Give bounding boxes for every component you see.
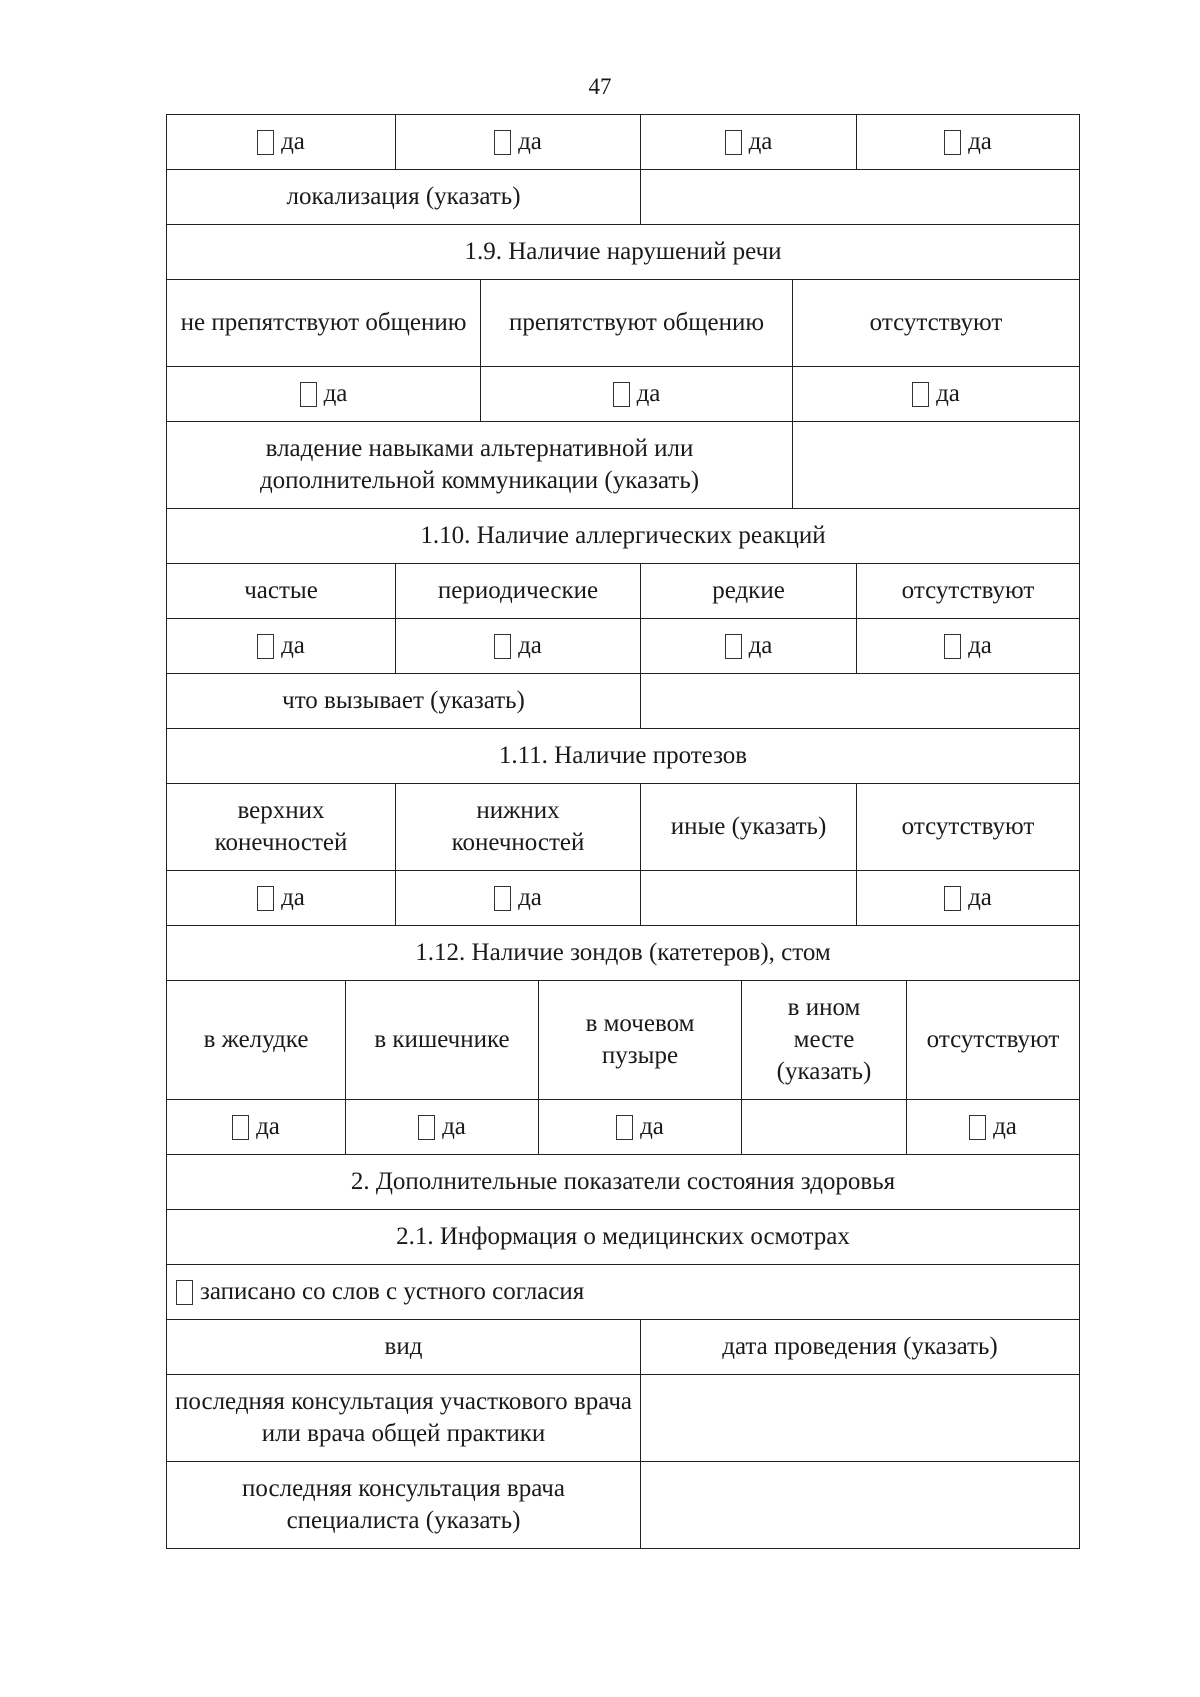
- checkbox-icon[interactable]: [418, 1115, 435, 1140]
- alt-communication-label: владение навыками альтернативной или дополнительной коммуникации (указать): [167, 422, 793, 508]
- checkbox-icon[interactable]: [725, 130, 742, 155]
- table-cell: [167, 619, 396, 673]
- checkbox-item[interactable]: [616, 1111, 664, 1143]
- checkbox-item[interactable]: [494, 126, 542, 158]
- checkbox-item[interactable]: [969, 1111, 1017, 1143]
- checkbox-label: да: [256, 1113, 280, 1140]
- checkbox-icon[interactable]: [494, 886, 511, 911]
- column-header: дата проведения (указать): [641, 1320, 1080, 1374]
- table-cell: [167, 871, 396, 925]
- column-header: отсутствуют: [907, 981, 1080, 1099]
- checkbox-label: да: [281, 884, 305, 911]
- table-cell: [167, 1100, 346, 1154]
- table-cell: [346, 1100, 539, 1154]
- column-header: частые: [167, 564, 396, 618]
- allergy-cause-label: что вызывает (указать): [167, 674, 641, 728]
- section-heading: [167, 509, 1080, 564]
- checkbox-icon[interactable]: [944, 130, 961, 155]
- table-cell: [396, 115, 641, 169]
- other-prosthesis-field[interactable]: [641, 871, 857, 925]
- section-1-10-title: 1.10. Наличие аллергических реакций: [167, 509, 1080, 563]
- checkbox-label: да: [748, 632, 773, 659]
- checkbox-item[interactable]: [494, 882, 542, 914]
- allergy-cause-field[interactable]: [641, 674, 1080, 728]
- table-row: [167, 422, 1080, 509]
- column-header: не препятствуют общению: [167, 280, 481, 366]
- checkbox-item[interactable]: [912, 378, 960, 410]
- column-header: препятствуют общению: [481, 280, 793, 366]
- checkbox-label: да: [968, 884, 992, 911]
- checkbox-label: да: [281, 632, 305, 659]
- table-row: [167, 1265, 1080, 1320]
- table-row: [167, 1320, 1080, 1375]
- checkbox-label: да: [936, 380, 960, 407]
- table-cell: [857, 115, 1080, 169]
- checkbox-icon[interactable]: [944, 886, 961, 911]
- checkbox-icon[interactable]: [944, 634, 961, 659]
- localization-label: локализация (указать): [167, 170, 641, 224]
- consent-label: записано со слов с устного согласия: [200, 1278, 585, 1305]
- checkbox-icon[interactable]: [232, 1115, 249, 1140]
- checkbox-item[interactable]: [944, 882, 992, 914]
- table-cell: [857, 619, 1080, 673]
- checkbox-item[interactable]: [418, 1111, 466, 1143]
- checkbox-label: да: [968, 632, 992, 659]
- table-cell: [539, 1100, 742, 1154]
- section-1-12-title: 1.12. Наличие зондов (катетеров), стом: [167, 926, 1080, 980]
- checkbox-label: да: [442, 1113, 466, 1140]
- table-row: [167, 170, 1080, 225]
- column-header: иные (указать): [641, 784, 857, 870]
- column-header: вид: [167, 1320, 641, 1374]
- table-row: [167, 564, 1080, 619]
- checkbox-item[interactable]: [944, 630, 992, 662]
- checkbox-icon[interactable]: [257, 130, 274, 155]
- section-1-11-title: 1.11. Наличие протезов: [167, 729, 1080, 783]
- checkbox-item[interactable]: [725, 630, 773, 662]
- exam-type-label: последняя консультация врача специалиста (указать): [167, 1462, 641, 1548]
- checkbox-label: да: [968, 128, 992, 155]
- column-header: отсутствуют: [857, 564, 1080, 618]
- checkbox-label: да: [281, 128, 305, 155]
- checkbox-item[interactable]: [725, 126, 773, 158]
- table-row: [167, 674, 1080, 729]
- checkbox-icon[interactable]: [613, 382, 630, 407]
- checkbox-icon[interactable]: [969, 1115, 986, 1140]
- column-header: нижних конечностей: [396, 784, 641, 870]
- alt-communication-field[interactable]: [793, 422, 1080, 508]
- table-cell: [167, 115, 396, 169]
- table-row: [167, 1375, 1080, 1462]
- table-row: [167, 280, 1080, 367]
- section-heading: [167, 1210, 1080, 1265]
- column-header: редкие: [641, 564, 857, 618]
- table-cell: [641, 619, 857, 673]
- table-cell: [793, 367, 1080, 421]
- checkbox-label: да: [518, 884, 542, 911]
- other-location-field[interactable]: [742, 1100, 907, 1154]
- exam-date-field[interactable]: [641, 1462, 1080, 1548]
- checkbox-label: да: [636, 380, 661, 407]
- column-header: в ином месте (указать): [742, 981, 907, 1099]
- column-header: в кишечнике: [346, 981, 539, 1099]
- table-row: [167, 981, 1080, 1100]
- section-1-9-title: 1.9. Наличие нарушений речи: [167, 225, 1080, 279]
- column-header: в желудке: [167, 981, 346, 1099]
- exam-date-field[interactable]: [641, 1375, 1080, 1461]
- table-row: [167, 1462, 1080, 1549]
- section-heading: [167, 1155, 1080, 1210]
- section-heading: [167, 926, 1080, 981]
- checkbox-item[interactable]: [300, 378, 348, 410]
- checkbox-icon[interactable]: [257, 634, 274, 659]
- table-row: [167, 367, 1080, 422]
- column-header: отсутствуют: [793, 280, 1080, 366]
- checkbox-item[interactable]: [613, 378, 661, 410]
- checkbox-label: да: [518, 632, 542, 659]
- checkbox-label: да: [518, 128, 542, 155]
- checkbox-icon[interactable]: [257, 886, 274, 911]
- checkbox-icon[interactable]: [494, 130, 511, 155]
- checkbox-icon[interactable]: [725, 634, 742, 659]
- table-row: [167, 115, 1080, 170]
- consent-checkbox[interactable]: [176, 1276, 584, 1308]
- section-heading: [167, 225, 1080, 280]
- column-header: отсутствуют: [857, 784, 1080, 870]
- page-number: 47: [588, 74, 612, 99]
- table-cell: [907, 1100, 1080, 1154]
- checkbox-icon[interactable]: [300, 382, 317, 407]
- localization-field[interactable]: [641, 170, 1080, 224]
- section-heading: [167, 729, 1080, 784]
- checkbox-icon[interactable]: [494, 634, 511, 659]
- health-form-table: [166, 114, 1080, 1549]
- column-header: в мочевом пузыре: [539, 981, 742, 1099]
- table-cell: [857, 871, 1080, 925]
- checkbox-item[interactable]: [257, 126, 305, 158]
- table-cell: [396, 619, 641, 673]
- checkbox-icon[interactable]: [176, 1280, 193, 1305]
- section-2-1-title: 2.1. Информация о медицинских осмотрах: [167, 1210, 1080, 1264]
- checkbox-item[interactable]: [257, 882, 305, 914]
- column-header: верхних конечностей: [167, 784, 396, 870]
- checkbox-item[interactable]: [257, 630, 305, 662]
- checkbox-icon[interactable]: [912, 382, 929, 407]
- table-cell: [641, 115, 857, 169]
- column-header: периодические: [396, 564, 641, 618]
- checkbox-label: да: [993, 1113, 1017, 1140]
- checkbox-item[interactable]: [944, 126, 992, 158]
- table-row: [167, 871, 1080, 926]
- exam-type-label: последняя консультация участкового врача или врача общей практики: [167, 1375, 641, 1461]
- checkbox-label: да: [640, 1113, 664, 1140]
- table-cell: [167, 1265, 1080, 1319]
- table-row: [167, 784, 1080, 871]
- section-2-title: 2. Дополнительные показатели состояния здоровья: [167, 1155, 1080, 1209]
- checkbox-icon[interactable]: [616, 1115, 633, 1140]
- checkbox-label: да: [323, 380, 348, 407]
- table-row: [167, 1100, 1080, 1155]
- checkbox-item[interactable]: [232, 1111, 280, 1143]
- table-row: [167, 619, 1080, 674]
- table-cell: [396, 871, 641, 925]
- table-cell: [481, 367, 793, 421]
- table-cell: [167, 367, 481, 421]
- checkbox-label: да: [748, 128, 773, 155]
- checkbox-item[interactable]: [494, 630, 542, 662]
